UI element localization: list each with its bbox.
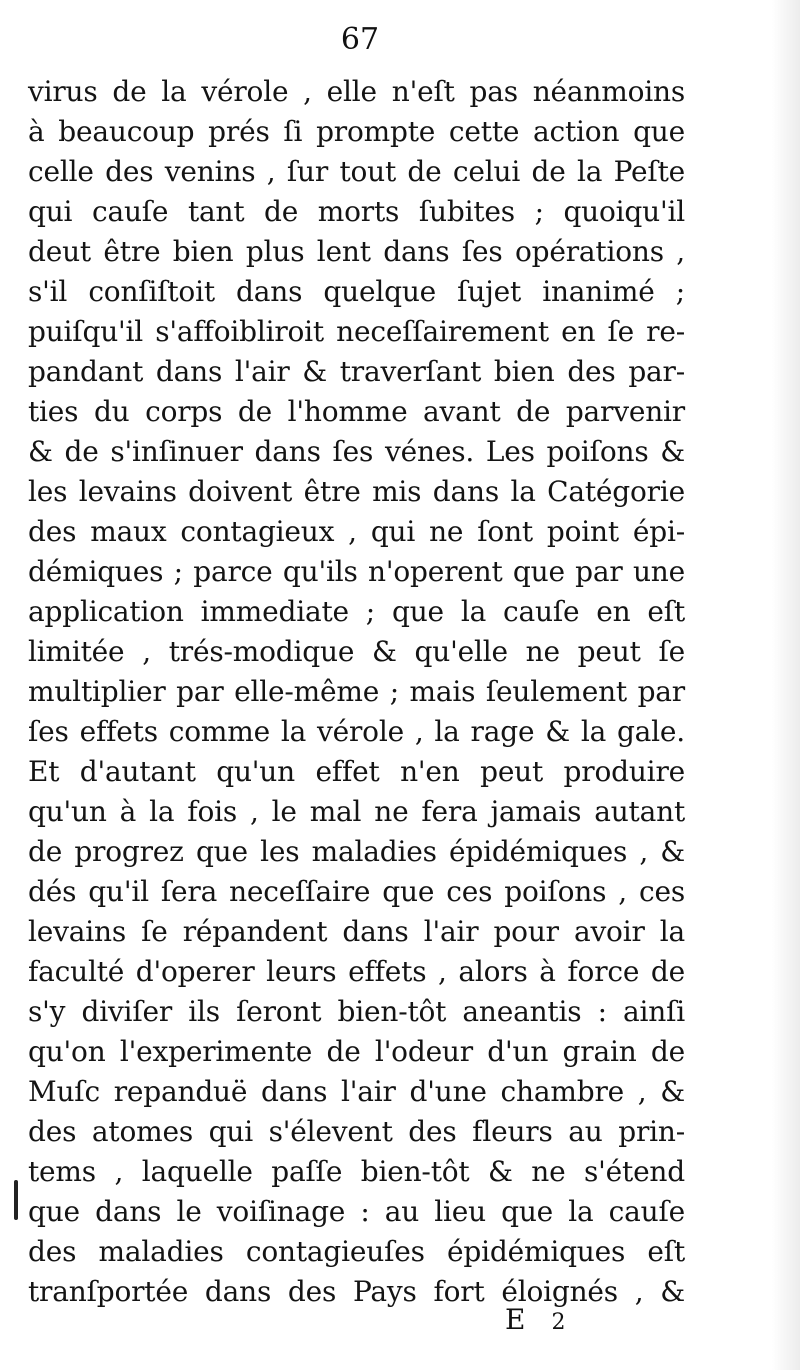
text-line: tranſportée dans des Pays fort éloignés , & [28, 1275, 685, 1308]
text-line: qu'on l'experimente de l'odeur d'un grain de [28, 1035, 685, 1068]
text-line: des atomes qui s'élevent des fleurs au prin- [28, 1115, 685, 1148]
text-line: levains ſe répandent dans l'air pour avoir la [28, 915, 685, 948]
signature-letter: E [505, 1303, 526, 1336]
text-line: puiſqu'il s'affoibliroit neceſſairement en ſe re- [28, 315, 685, 348]
text-line: deut être bien plus lent dans ſes opérations , [28, 235, 685, 268]
ink-smudge [14, 1180, 18, 1220]
text-line: des maladies contagieuſes épidémiques eſt [28, 1235, 685, 1268]
text-line: que dans le voiſinage : au lieu que la cauſe [28, 1195, 685, 1228]
text-line: de progrez que les maladies épidémiques , & [28, 835, 685, 868]
body-text [0, 72, 800, 1312]
text-line: s'y diviſer ils ſeront bien-tôt aneantis : ainſi [28, 995, 685, 1028]
page-number: 67 [340, 22, 380, 57]
text-line: s'il conſiſtoit dans quelque ſujet inanimé ; [28, 275, 685, 308]
text-line: ties du corps de l'homme avant de parvenir [28, 395, 685, 428]
text-line: dés qu'il ſera neceſſaire que ces poiſons , ces [28, 875, 685, 908]
text-line: celle des venins , ſur tout de celui de la Peſte [28, 155, 685, 188]
text-line: & de s'inſinuer dans ſes vénes. Les poiſons & [28, 435, 685, 468]
text-line: qu'un à la fois , le mal ne fera jamais autant [28, 795, 685, 828]
signature-mark [505, 1300, 605, 1343]
text-line: limitée , trés-modique & qu'elle ne peut ſe [28, 635, 685, 668]
text-line: ſes effets comme la vérole , la rage & la gale. [28, 715, 685, 748]
text-line: à beaucoup prés ſi prompte cette action que [28, 115, 685, 148]
text-line: multiplier par elle-même ; mais ſeulement par [28, 675, 685, 708]
text-line: pandant dans l'air & traverſant bien des par- [28, 355, 685, 388]
signature-number: 2 [551, 1310, 566, 1335]
text-line: démiques ; parce qu'ils n'operent que par une [28, 555, 685, 588]
text-line: des maux contagieux , qui ne ſont point épi- [28, 515, 685, 548]
text-line: faculté d'operer leurs effets , alors à force de [28, 955, 685, 988]
text-line: qui cauſe tant de morts ſubites ; quoiqu'il [28, 195, 685, 228]
text-line: Et d'autant qu'un effet n'en peut produire [28, 755, 685, 788]
text-line: application immediate ; que la cauſe en eſt [28, 595, 685, 628]
text-line: tems , laquelle paſſe bien-tôt & ne s'étend [28, 1155, 685, 1188]
text-line: les levains doivent être mis dans la Catégorie [28, 475, 685, 508]
text-line: virus de la vérole , elle n'eſt pas néanmoins [28, 75, 685, 108]
text-line: Muſc repanduë dans l'air d'une chambre , & [28, 1075, 685, 1108]
